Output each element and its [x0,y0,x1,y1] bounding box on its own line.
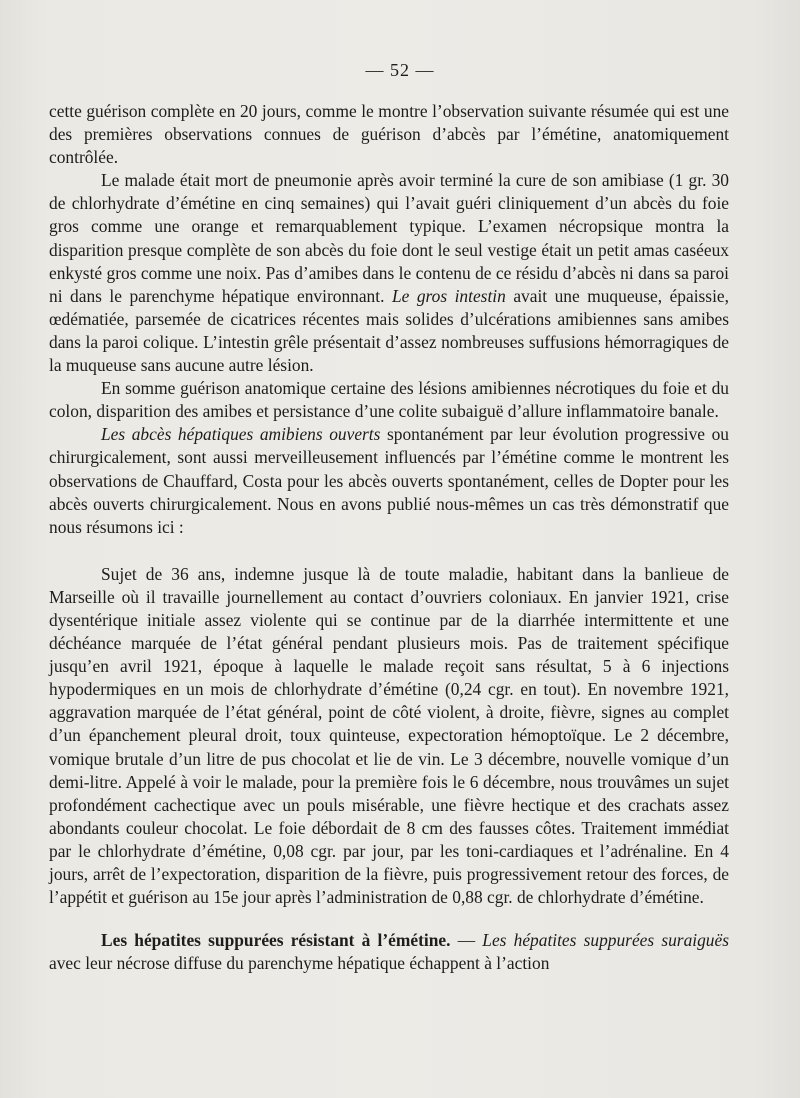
paragraph-2-text: Le malade était mort de pneumonie après avoir terminé la cure de son amibiase (1 gr. 30 de chlorhydrate d’émétine en cinq semaines) qui l’avait guéri cliniquement d’un abcès du foie gros comme une orange et remarquablement typique. L’examen nécropsique montra la disparition presque complète de son abcès du foie dont le seul vestige était un petit amas caséeux enkysté gros comme une noix. Pas d’amibes dans le contenu de ce résidu d’abcès ni dans sa paroi ni dans le parenchyme hépatique environnant. [49,170,729,306]
paragraph-4-italic: Les abcès hépatiques amibiens ouverts [101,424,381,445]
paragraph-2 [49,169,729,377]
section-italic: Les hépatites suppurées suraiguës [482,930,729,951]
paragraph-2-end: avait une muqueuse, épaissie, œdématiée, parsemée de cicatrices récentes mais solides d’ulcérations amibiennes sans amibes dans la paroi colique. L’intestin grêle présentait d’assez nombreuses suffusions hémorragiques de la muqueuse sans aucune autre lésion. [49,285,729,376]
paragraph-4 [49,423,729,538]
section-dash: — [457,930,476,951]
section-text: avec leur nécrose diffuse du parenchyme hépatique échappent à l’action [49,953,550,974]
observation-paragraph: Sujet de 36 ans, indemne jusque là de toute maladie, habitant dans la banlieue de Marseille où il travaille journellement au contact d’ouvriers coloniaux. En janvier 1921, crise dysentérique initiale assez violente qui se continue par de la diarrhée intermittente et une déchéance marquée de l’état général pendant plusieurs mois. Pas de traitement spécifique jusqu’en avril 1921, époque à laquelle le malade reçoit sans résultat, 5 à 6 injections hypodermiques en un mois de chlorhydrate d’émétine (0,24 cgr. en tout). En novembre 1921, aggravation marquée de l’état général, point de côté violent, à droite, fièvre, signes au complet d’un épanchement pleural droit, toux quinteuse, expectoration hémoptoïque. Le 2 décembre, vomique brutale d’un litre de pus chocolat et lie de vin. Le 3 décembre, nouvelle vomique d’un demi-litre. Appelé à voir le malade, pour la première fois le 6 décembre, nous trouvâmes un sujet profondément cachectique avec un pouls misérable, une fièvre hectique et des crachats assez abondants couleur chocolat. Le foie débordait de 8 cm des fausses côtes. Traitement immédiat par le chlorhydrate d’émétine, 0,08 cgr. par jour, par les toni-cardiaques et l’adrénaline. En 4 jours, arrêt de l’expectoration, disparition de la fièvre, puis progressivement retour des forces, de l’appétit et guérison au 15e jour après l’administration de 0,88 cgr. de chlorhydrate d’émétine. [49,563,729,908]
body-text [49,100,729,975]
paragraph-3: En somme guérison anatomique certaine des lésions amibiennes nécrotiques du foie et du colon, disparition des amibes et persistance d’une colite subaiguë d’allure inflammatoire banale. [49,378,729,422]
paragraph-4-text: spontanément par leur évolution progressive ou chirurgicalement, sont aussi merveilleusement influencés par l’émétine comme le montrent les observations de Chauffard, Costa pour les abcès ouverts spontanément, celles de Dopter pour les abcès ouverts chirurgicalement. Nous en avons publié nous-mêmes un cas très démonstratif que nous résumons ici : [49,424,730,537]
paragraph-1: cette guérison complète en 20 jours, comme le montre l’observation suivante résumée qui est une des premières observations connues de guérison d’abcès par l’émétine, anatomiquement contrôlée. [49,101,729,168]
page-number: — 52 — [365,60,435,80]
section-heading: Les hépatites suppurées résistant à l’émétine. [101,930,451,951]
paragraph-2-italic: Le gros intestin [391,285,506,306]
section-paragraph [49,929,729,975]
